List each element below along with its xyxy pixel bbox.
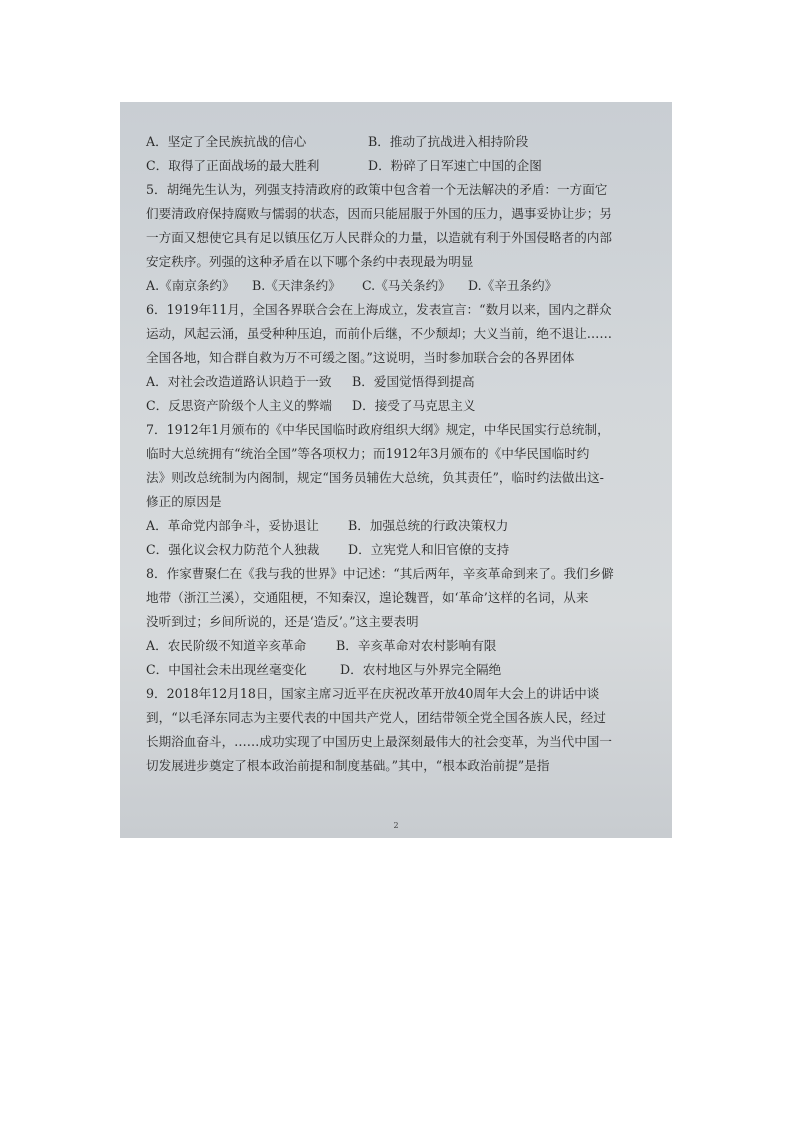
- q4-option-a: A．坚定了全民族抗战的信心: [146, 134, 307, 149]
- q6-line-3: 全国各地，知合群自救为万不可缓之图。”这说明，当时参加联合会的各界团体: [146, 350, 575, 365]
- q7-option-b: B．加强总统的行政决策权力: [348, 518, 509, 533]
- q7-options-row-2: [146, 538, 646, 562]
- q8-option-b: B．辛亥革命对农村影响有限: [336, 638, 497, 653]
- page-number: 2: [393, 821, 399, 830]
- q7-options-row-1: [146, 514, 646, 538]
- q4-option-b: B．推动了抗战进入相持阶段: [368, 134, 529, 149]
- q7-option-a: A．革命党内部争斗，妥协退让: [146, 518, 319, 533]
- q7-option-c: C．强化议会权力防范个人独裁: [146, 542, 320, 557]
- q4-options-row-1: [146, 130, 646, 154]
- q5-options: [146, 274, 646, 298]
- q8-line-3: 没听到过；乡间所说的，还是‘造反’。”这主要表明: [146, 614, 419, 629]
- q7-line-1: 7．1912年1月颁布的《中华民国临时政府组织大纲》规定，中华民国实行总统制，: [146, 422, 610, 437]
- q5-option-c: C.《马关条约》: [362, 278, 451, 293]
- q4-option-c: C．取得了正面战场的最大胜利: [146, 158, 320, 173]
- q6-line-1: 6．1919年11月，全国各界联合会在上海成立，发表宣言：“数月以来，国内之群众: [146, 302, 612, 317]
- q5-option-d: D.《辛丑条约》: [468, 278, 558, 293]
- q6-line-2: 运动，风起云涌，虽受种种压迫，而前仆后继，不少颓却；大义当前，绝不退让……: [146, 326, 612, 341]
- q5-option-b: B.《天津条约》: [252, 278, 341, 293]
- q9-line-2: 到，“以毛泽东同志为主要代表的中国共产党人，团结带领全党全国各族人民，经过: [146, 710, 606, 725]
- q5-line-2: 们要清政府保持腐败与懦弱的状态，因而只能屈服于外国的压力，遇事妥协让步；另: [146, 206, 612, 221]
- scanned-exam-page: [120, 102, 672, 838]
- q8-options-row-2: [146, 658, 646, 682]
- q6-option-b: B．爱国觉悟得到提高: [352, 374, 475, 389]
- q8-line-1: 8．作家曹聚仁在《我与我的世界》中记述：“其后两年，辛亥革命到来了。我们乡僻: [146, 566, 614, 581]
- q8-options-row-1: [146, 634, 646, 658]
- q8-option-a: A．农民阶级不知道辛亥革命: [146, 638, 307, 653]
- q7-line-4: 修正的原因是: [146, 494, 222, 509]
- q6-option-c: C．反思资产阶级个人主义的弊端: [146, 398, 332, 413]
- q8-line-2: 地带（浙江兰溪），交通阻梗，不知秦汉，遑论魏晋，如‘革命’这样的名词，从来: [146, 590, 589, 605]
- q5-line-3: 一方面又想使它具有足以镇压亿万人民群众的力量，以造就有利于外国侵略者的内部: [146, 230, 612, 245]
- q7-line-2: 临时大总统拥有“统治全国”等各项权力；而1912年3月颁布的《中华民国临时约: [146, 446, 590, 461]
- q7-option-d: D．立宪党人和旧官僚的支持: [348, 542, 510, 557]
- q6-option-a: A．对社会改造道路认识趋于一致: [146, 374, 332, 389]
- q8-option-d: D．农村地区与外界完全隔绝: [340, 662, 502, 677]
- q5-line-4: 安定秩序。列强的这种矛盾在以下哪个条约中表现最为明显: [146, 254, 474, 269]
- q6-options-row-1: [146, 370, 646, 394]
- q9-line-4: 切发展进步奠定了根本政治前提和制度基础。”其中，“根本政治前提”是指: [146, 758, 550, 773]
- q6-options-row-2: [146, 394, 646, 418]
- q6-option-d: D．接受了马克思主义: [352, 398, 476, 413]
- q4-options-row-2: [146, 154, 646, 178]
- q4-option-d: D．粉碎了日军速亡中国的企图: [368, 158, 542, 173]
- q5-line-1: 5．胡绳先生认为，列强支持清政府的政策中包含着一个无法解决的矛盾：一方面它: [146, 182, 608, 197]
- q9-line-1: 9．2018年12月18日，国家主席习近平在庆祝改革开放40周年大会上的讲话中谈: [146, 686, 600, 701]
- q7-line-3: 法》则改总统制为内阁制，规定“国务员辅佐大总统，负其责任”，临时约法做出这-: [146, 470, 604, 485]
- q8-option-c: C．中国社会未出现丝毫变化: [146, 662, 307, 677]
- q9-line-3: 长期浴血奋斗，……成功实现了中国历史上最深刻最伟大的社会变革，为当代中国一: [146, 734, 612, 749]
- q5-option-a: A.《南京条约》: [146, 278, 235, 293]
